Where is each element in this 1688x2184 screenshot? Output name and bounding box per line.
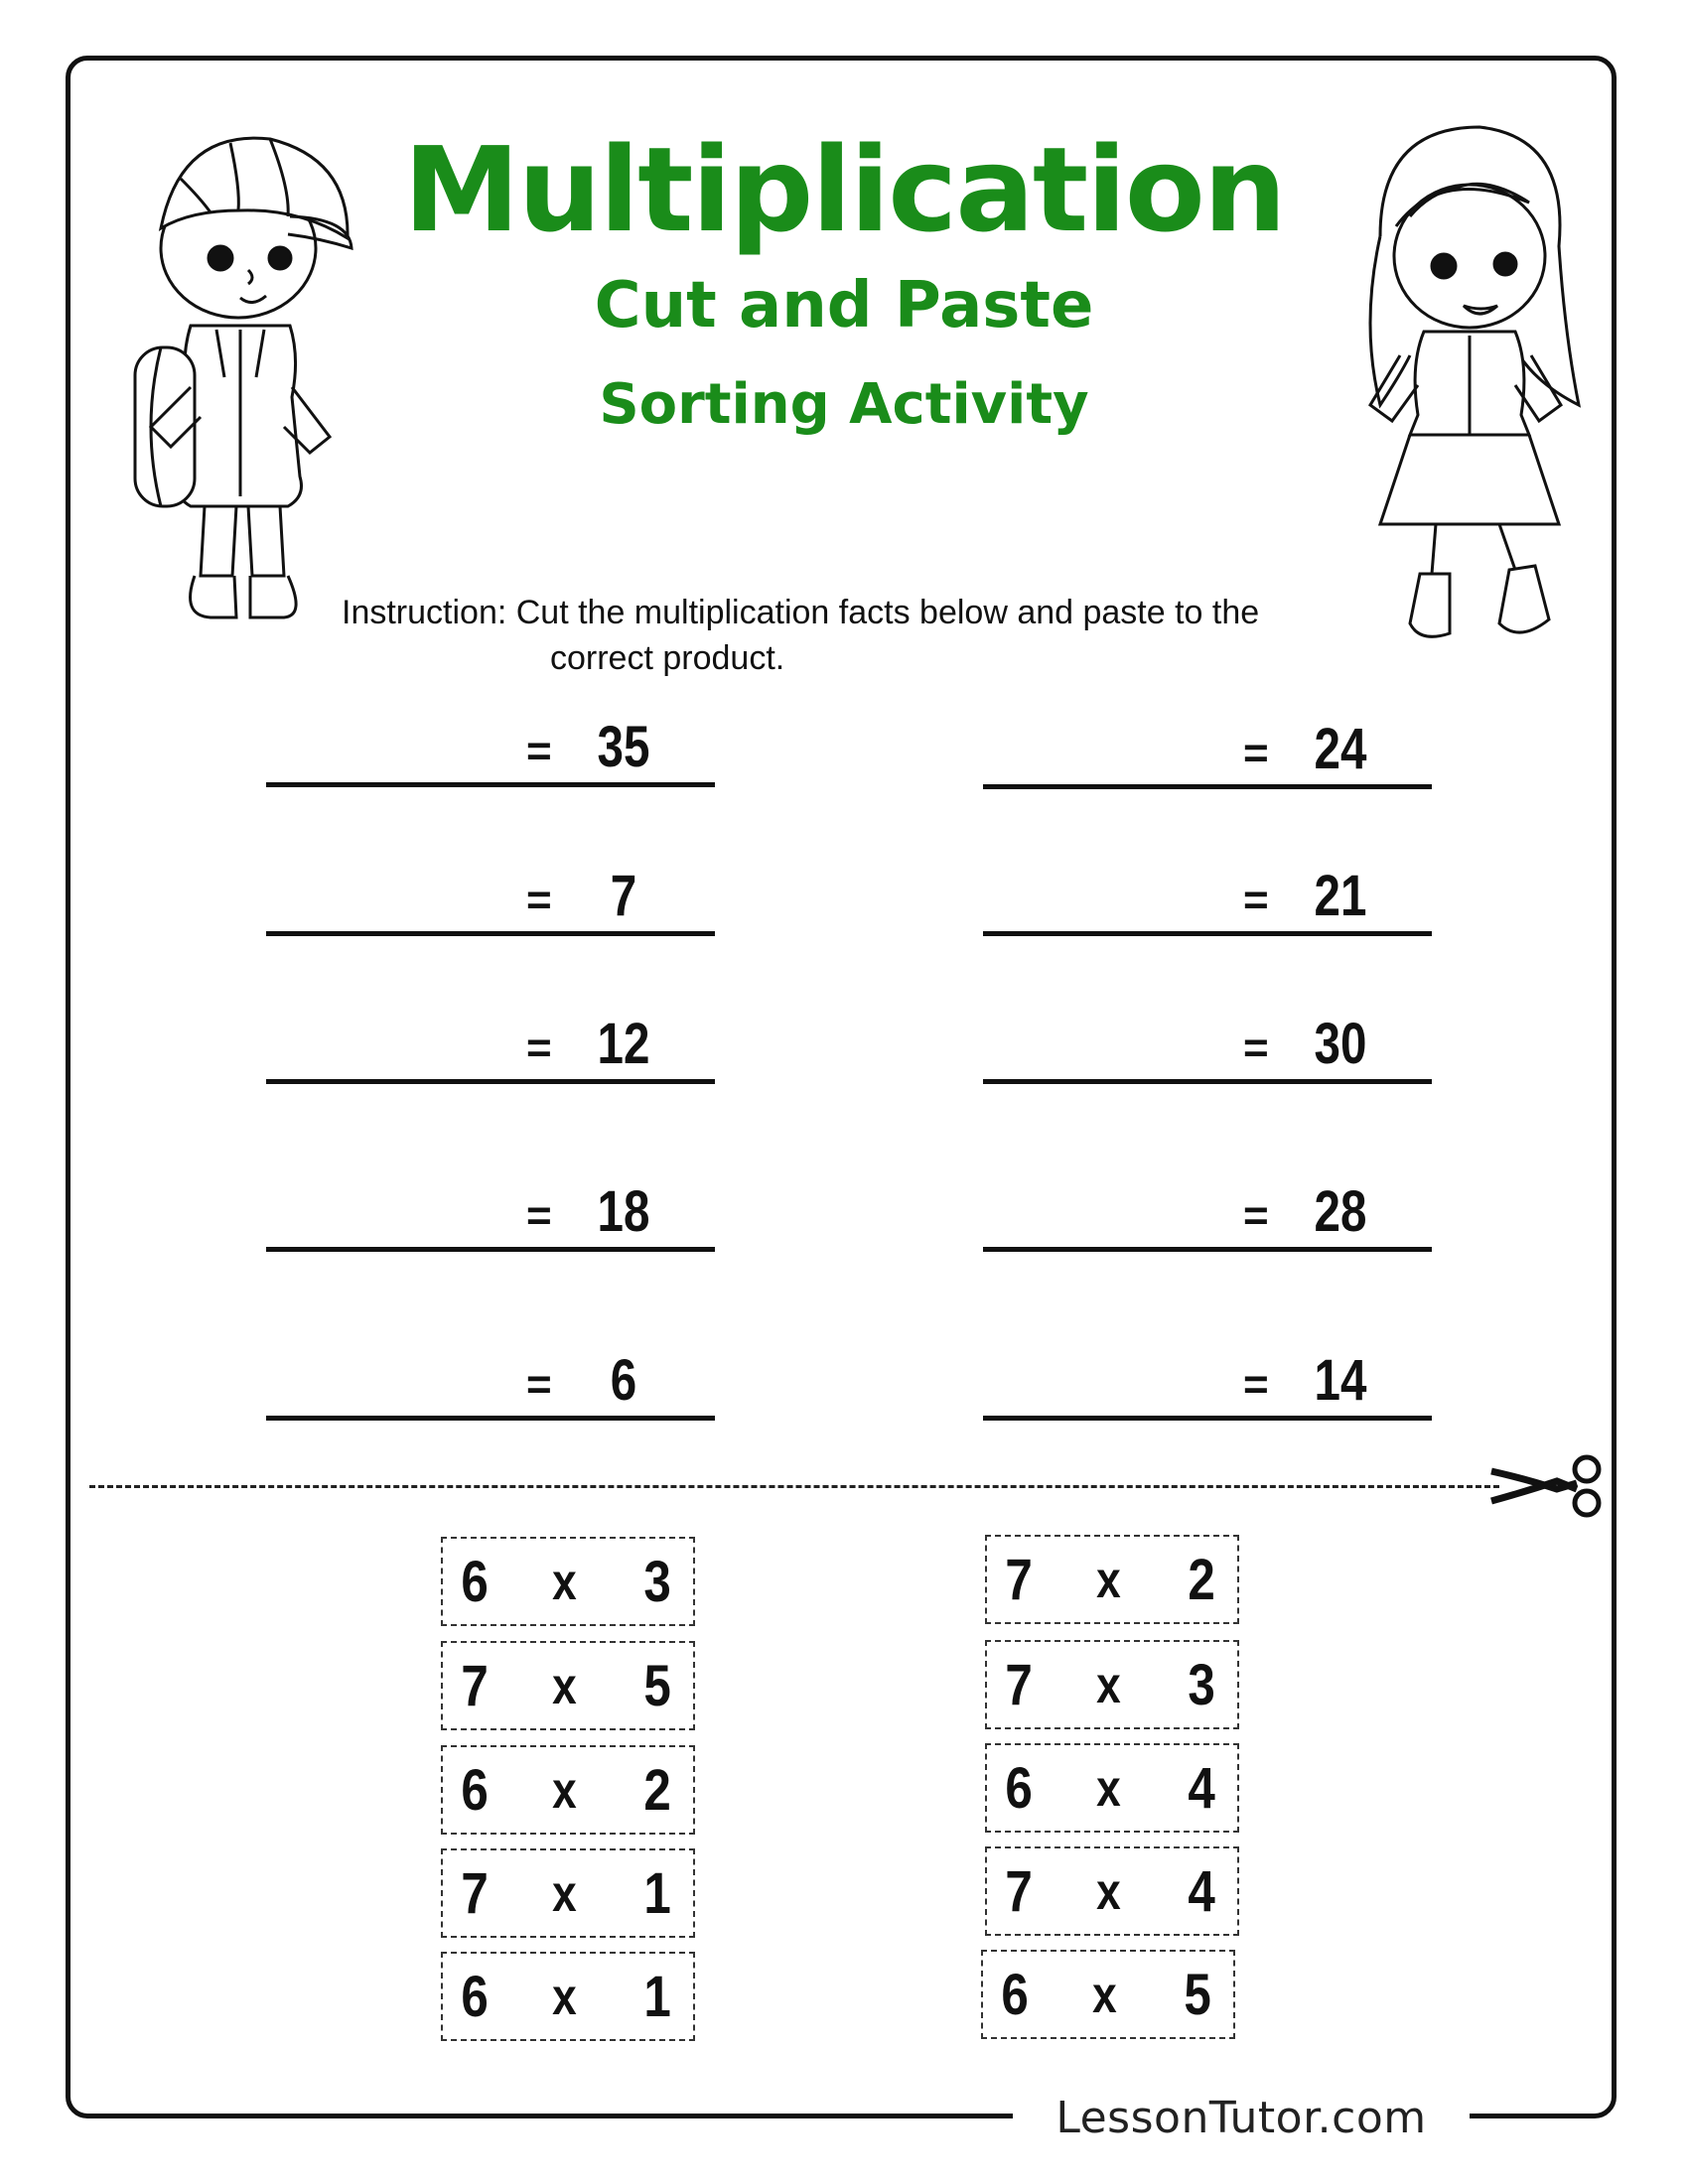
times-sign: x bbox=[1096, 1863, 1121, 1921]
cut-line bbox=[89, 1485, 1499, 1488]
fact-card[interactable] bbox=[985, 1640, 1239, 1729]
fact-card[interactable] bbox=[985, 1535, 1239, 1624]
factor-b: 2 bbox=[1188, 1548, 1215, 1612]
instruction-line-1: Instruction: Cut the multiplication facts below and paste to the bbox=[342, 594, 1260, 631]
product-value: 12 bbox=[597, 1012, 650, 1076]
equals-sign: = bbox=[1243, 1024, 1269, 1072]
product-value: 7 bbox=[610, 864, 637, 928]
worksheet-title: Multiplication bbox=[403, 121, 1285, 258]
factor-b: 3 bbox=[643, 1550, 671, 1614]
factor-b: 1 bbox=[643, 1861, 671, 1926]
times-sign: x bbox=[1096, 1657, 1121, 1714]
factor-a: 7 bbox=[1005, 1859, 1033, 1924]
fact-card[interactable] bbox=[985, 1846, 1239, 1936]
factor-a: 6 bbox=[1005, 1756, 1033, 1821]
product-value: 21 bbox=[1314, 864, 1367, 928]
equals-sign: = bbox=[526, 1191, 552, 1240]
product-value: 18 bbox=[597, 1179, 650, 1244]
answer-line[interactable] bbox=[266, 1012, 715, 1084]
product-value: 14 bbox=[1314, 1348, 1367, 1413]
equals-sign: = bbox=[526, 876, 552, 924]
factor-a: 6 bbox=[1001, 1963, 1029, 2027]
factor-a: 6 bbox=[461, 1965, 489, 2029]
product-value: 24 bbox=[1314, 717, 1367, 781]
worksheet-activity-type: Sorting Activity bbox=[599, 372, 1089, 437]
footer-site-name: LessonTutor.com bbox=[1055, 2093, 1427, 2143]
fact-card[interactable] bbox=[441, 1641, 695, 1730]
product-value: 28 bbox=[1314, 1179, 1367, 1244]
product-value: 30 bbox=[1314, 1012, 1367, 1076]
product-value: 6 bbox=[610, 1348, 637, 1413]
fact-card[interactable] bbox=[985, 1743, 1239, 1833]
answer-line[interactable] bbox=[983, 864, 1432, 936]
instruction-line-2: correct product. bbox=[550, 639, 785, 677]
fact-card[interactable] bbox=[441, 1745, 695, 1835]
answer-line[interactable] bbox=[266, 1348, 715, 1421]
worksheet-subtitle: Cut and Paste bbox=[594, 269, 1094, 342]
equals-sign: = bbox=[1243, 876, 1269, 924]
times-sign: x bbox=[552, 1969, 577, 2026]
times-sign: x bbox=[552, 1865, 577, 1923]
times-sign: x bbox=[552, 1762, 577, 1820]
answer-line[interactable] bbox=[983, 1348, 1432, 1421]
product-value: 35 bbox=[597, 715, 650, 779]
girl-with-backpack-illustration bbox=[1340, 107, 1589, 643]
instruction-text bbox=[342, 590, 1404, 681]
factor-b: 3 bbox=[1188, 1653, 1215, 1717]
equals-sign: = bbox=[1243, 1191, 1269, 1240]
fact-card[interactable] bbox=[441, 1537, 695, 1626]
equals-sign: = bbox=[526, 727, 552, 775]
answer-line[interactable] bbox=[983, 1012, 1432, 1084]
fact-card[interactable] bbox=[441, 1952, 695, 2041]
answer-line[interactable] bbox=[266, 1179, 715, 1252]
factor-a: 7 bbox=[461, 1654, 489, 1718]
equals-sign: = bbox=[1243, 1360, 1269, 1409]
factor-b: 2 bbox=[643, 1758, 671, 1823]
equals-sign: = bbox=[526, 1024, 552, 1072]
times-sign: x bbox=[1092, 1967, 1117, 2024]
answer-line[interactable] bbox=[266, 715, 715, 787]
times-sign: x bbox=[1096, 1552, 1121, 1609]
factor-a: 7 bbox=[461, 1861, 489, 1926]
factor-b: 4 bbox=[1188, 1859, 1215, 1924]
scissors-icon bbox=[1487, 1449, 1607, 1521]
times-sign: x bbox=[552, 1658, 577, 1715]
equals-sign: = bbox=[526, 1360, 552, 1409]
fact-card[interactable] bbox=[441, 1848, 695, 1938]
times-sign: x bbox=[1096, 1760, 1121, 1818]
answer-line[interactable] bbox=[983, 717, 1432, 789]
times-sign: x bbox=[552, 1554, 577, 1611]
factor-a: 6 bbox=[461, 1758, 489, 1823]
factor-a: 7 bbox=[1005, 1548, 1033, 1612]
factor-b: 1 bbox=[643, 1965, 671, 2029]
factor-b: 4 bbox=[1188, 1756, 1215, 1821]
factor-a: 7 bbox=[1005, 1653, 1033, 1717]
fact-card[interactable] bbox=[981, 1950, 1235, 2039]
factor-b: 5 bbox=[1184, 1963, 1211, 2027]
factor-b: 5 bbox=[643, 1654, 671, 1718]
equals-sign: = bbox=[1243, 729, 1269, 777]
answer-line[interactable] bbox=[266, 864, 715, 936]
answer-line[interactable] bbox=[983, 1179, 1432, 1252]
boy-with-backpack-illustration bbox=[121, 99, 369, 635]
factor-a: 6 bbox=[461, 1550, 489, 1614]
